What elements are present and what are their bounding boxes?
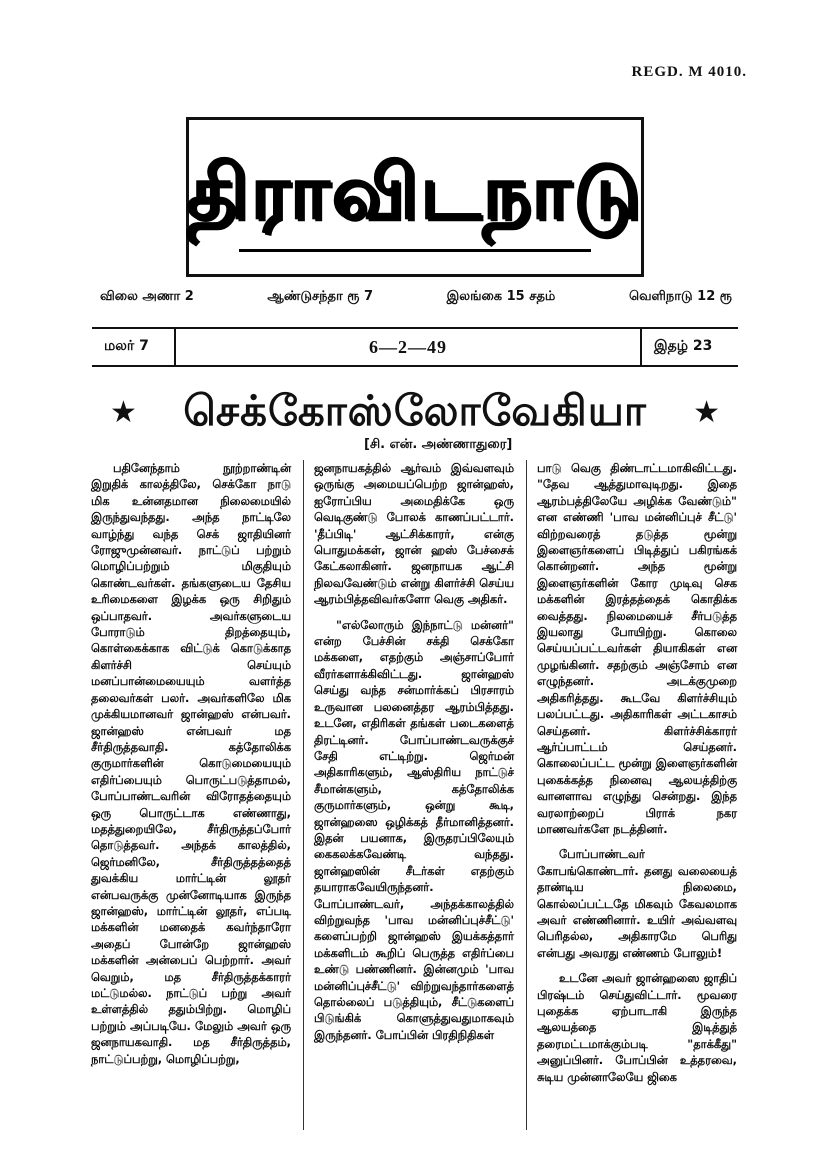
volume-number: மலர் 7: [92, 329, 176, 365]
foreign-price: வெளிநாடு 12 ரூ: [628, 289, 732, 304]
paragraph: பாடு வெகு திண்டாட்டமாகிவிட்டது. "தேவ ஆத்துமாவுடிறது. இதை ஆரம்பத்திலேயே அழிக்க வேண்டும்" என எண்ணி 'பாவ மன்னிப்புச் சீட்டு' விற்றவரைத் தடுத்த மூன்று இளைஞர்களைப் பிடித்துப் பகிரங்கக் கொன்றனர். அந்த மூன்று இளைஞர்களின் கோர முடிவு செக மக்களின் இரத்தத்தைக் கொதிக்க வைத்தது. நிலமையைச் சீர்படுத்த இயலாது போயிற்று. கொலை செய்யப்பட்டவர்கள் தியாகிகள் என முழங்கினர். சதற்கும் அஞ்சோம் என எழுந்தனர். அடக்குமுறை அதிகரித்தது. கூடவே கிளர்ச்சியும் பலப்பட்டது. அதிகாரிகள் அட்டகாசம் செய்தனர். கிளர்ச்சிக்காரர் ஆர்ப்பாட்டம் செய்தனர். கொலைப்பட்ட மூன்று இளைஞர்களின் புகைக்கத்த நினைவு ஆலயத்திற்கு வானளாவ எழுந்து சென்றது. இந்த வரலாற்றைப் பிராக் நகர மாணவர்களே நடத்தினர்.: [537, 461, 737, 836]
issue-date: 6—2—49: [369, 336, 447, 357]
column-2: [303, 460, 514, 1130]
column-3: [526, 460, 737, 1130]
paragraph: பதினேந்தாம் நூற்றாண்டின் இறுதிக் காலத்திலே, செக்கோ நாடு மிக உன்னதமான நிலைமையில் இருந்துவந்தது. அந்த நாட்டிலே வாழ்ந்து வந்த செக் ஜாதியினர் ரோஜுமுன்னவர். நாட்டுப் பற்றும் மொழிப்பற்றும் மிகுதியும் கொண்டவர்கள். தங்களுடைய தேசிய உரிமைகளை இழக்க ஒரு சிறிதும் ஒப்பாதவர். அவர்களுடைய போராடும் திறத்தையும், கொள்கைக்காக விட்டுக் கொடுக்காத கிளர்ச்சி செய்யும் மனப்பான்மையையும் வளர்த்த தலைவர்கள் பலர். அவர்களிலே மிக முக்கியமானவர் ஜான்ஹஸ் என்பவர். ஜான்ஹஸ் என்பவர் மத சீர்திருத்தவாதி. கத்தோலிக்க குருமார்களின் கொடுமையையும் எதிர்ப்பையும் பொருட்படுத்தாமல், போப்பாண்டவரின் விரோதத்தையும் ஒரு பொருட்டாக எண்ணாது, மதத்துறையிலே, சீர்திருத்தப்போர் தொடுத்தவர். அந்தக் காலத்தில், ஜெர்மனிலே, சீர்திருத்தத்தைத் துவக்கிய மார்ட்டின் லூதர் என்பவருக்கு முன்னோடியாக இருந்த ஜான்ஹஸ், மார்ட்டின் லூதர், எப்படி மக்களின் மனதைக் கவர்ந்தாரோ அதைப் போன்றே ஜான்ஹஸ் மக்களின் அன்பைப் பெற்றார். அவர் வெறும், மத சீர்திருத்தக்காரர் மட்டுமல்ல. நாட்டுப் பற்று அவர் உள்ளத்தில் ததும்பிற்று. மொழிப் பற்றும் அப்படியே. மேலும் அவர் ஒரு ஜனநாயகவாதி. மத சீர்திருத்தம், நாட்டுப்பற்று, மொழிப்பற்று,: [91, 461, 291, 1066]
article-headline: செக்கோஸ்லோவேகியா: [183, 385, 647, 435]
annual-subscription: ஆண்டுசந்தா ரூ 7: [267, 289, 374, 304]
date-band: [92, 327, 738, 367]
paragraph: உடனே அவர் ஜான்ஹஸை ஜாதிப் பிரஷ்டம் செய்துவிட்டார். மூவரை புதைக்க ஏற்பாடாகி இருந்த ஆலயத்தை இடித்துத் தரைமட்டமாக்கும்படி "தாக்கீது" அனுப்பினர். போப்பின் உத்தரவை, சுடிய முன்னாலேயே ஜிகை: [537, 971, 737, 1084]
single-copy-price: விலை அணா 2: [100, 289, 194, 304]
masthead-rule: [239, 249, 591, 252]
star-right-icon: ★: [693, 395, 720, 430]
masthead: [186, 117, 644, 277]
paragraph: ஜனநாயகத்தில் ஆர்வம் இவ்வளவும் ஒருங்கு அமையப்பெற்ற ஜான்ஹஸ், ஐரோப்பிய அமைதிக்கே ஒரு வெடிகுண்டு போலக் காணப்பட்டார். 'தீப்பிடி' ஆட்சிக்காரர், என்கு பொதுமக்கள், ஜான் ஹஸ் பேச்சைக் கேட்கலாகினர். ஜனநாயக ஆட்சி நிலவவேண்டும் என்று கிளர்ச்சி செய்ய ஆரம்பித்தவிவர்களோ வெகு அதிகர்.: [314, 461, 514, 607]
article-byline: [சி. என். அண்ணாதுரை]: [364, 437, 513, 452]
ceylon-price: இலங்கை 15 சதம்: [446, 289, 556, 304]
newspaper-title: திராவிடநாடு: [186, 147, 644, 236]
issue-number: இதழ் 23: [640, 329, 738, 365]
column-1: [91, 460, 291, 1130]
star-left-icon: ★: [110, 395, 137, 430]
registration-number: REGD. M 4010.: [631, 64, 747, 80]
paragraph: "எல்லோரும் இந்நாட்டு மன்னர்" என்ற பேச்சின் சக்தி செக்கோ மக்களை, எதற்கும் அஞ்சாப்போர் வீரர்களாக்கிவிட்டது. ஜான்ஹஸ் செய்து வந்த சன்மார்க்கப் பிரசாரம் உருவான பலனைத்தர ஆரம்பித்தது. உடனே, எதிரிகள் தங்கள் படைகளைத் திரட்டினர். போப்பாண்டவருக்குச் சேதி எட்டிற்று. ஜெர்மன் அதிகாரிகளும், ஆஸ்திரிய நாட்டுச் சீமான்களும், கத்தோலிக்க குருமார்களும், ஒன்று கூடி, ஜான்ஹஸை ஒழிக்கத் தீர்மானித்தனர். இதன் பயனாக, இருதரப்பிலேயும் கைகலக்கவேண்டி வந்தது. ஜான்ஹஸின் சீடர்கள் எதற்கும் தயாராகவேயிருந்தனர். போப்பாண்டவர், அந்தக்காலத்தில் விற்றுவந்த 'பாவ மன்னிப்புச்சீட்டு' களைப்பற்றி ஜான்ஹஸ் இயக்கத்தார் மக்களிடம் கூறிப் பெருத்த எதிர்ப்பை உண்டு பண்ணினர். இன்னமும் 'பாவ மன்னிப்புச்சீட்டு' விற்றுவந்தார்களைத் தொல்லைப் படுத்தியும், சீட்டுகளைப் பிடுங்கிக் கொளுத்துவதுமாகவும் இருந்தனர். போப்பின் பிரதிநிதிகள்: [314, 617, 514, 1042]
article-body: [91, 460, 737, 1130]
price-info-line: [100, 289, 732, 305]
paragraph: போப்பாண்டவர் கோபங்கொண்டார். தனது வலையைத் தாண்டிய நிலைமை, கொல்லப்பட்டதே மிகவும் கேவலமாக அவர் எண்ணினார். உயிர் அவ்வளவு பெரிதல்ல, அதிகாரமே பெரிது என்பது அவரது எண்ணம் போலும்!: [537, 847, 737, 960]
